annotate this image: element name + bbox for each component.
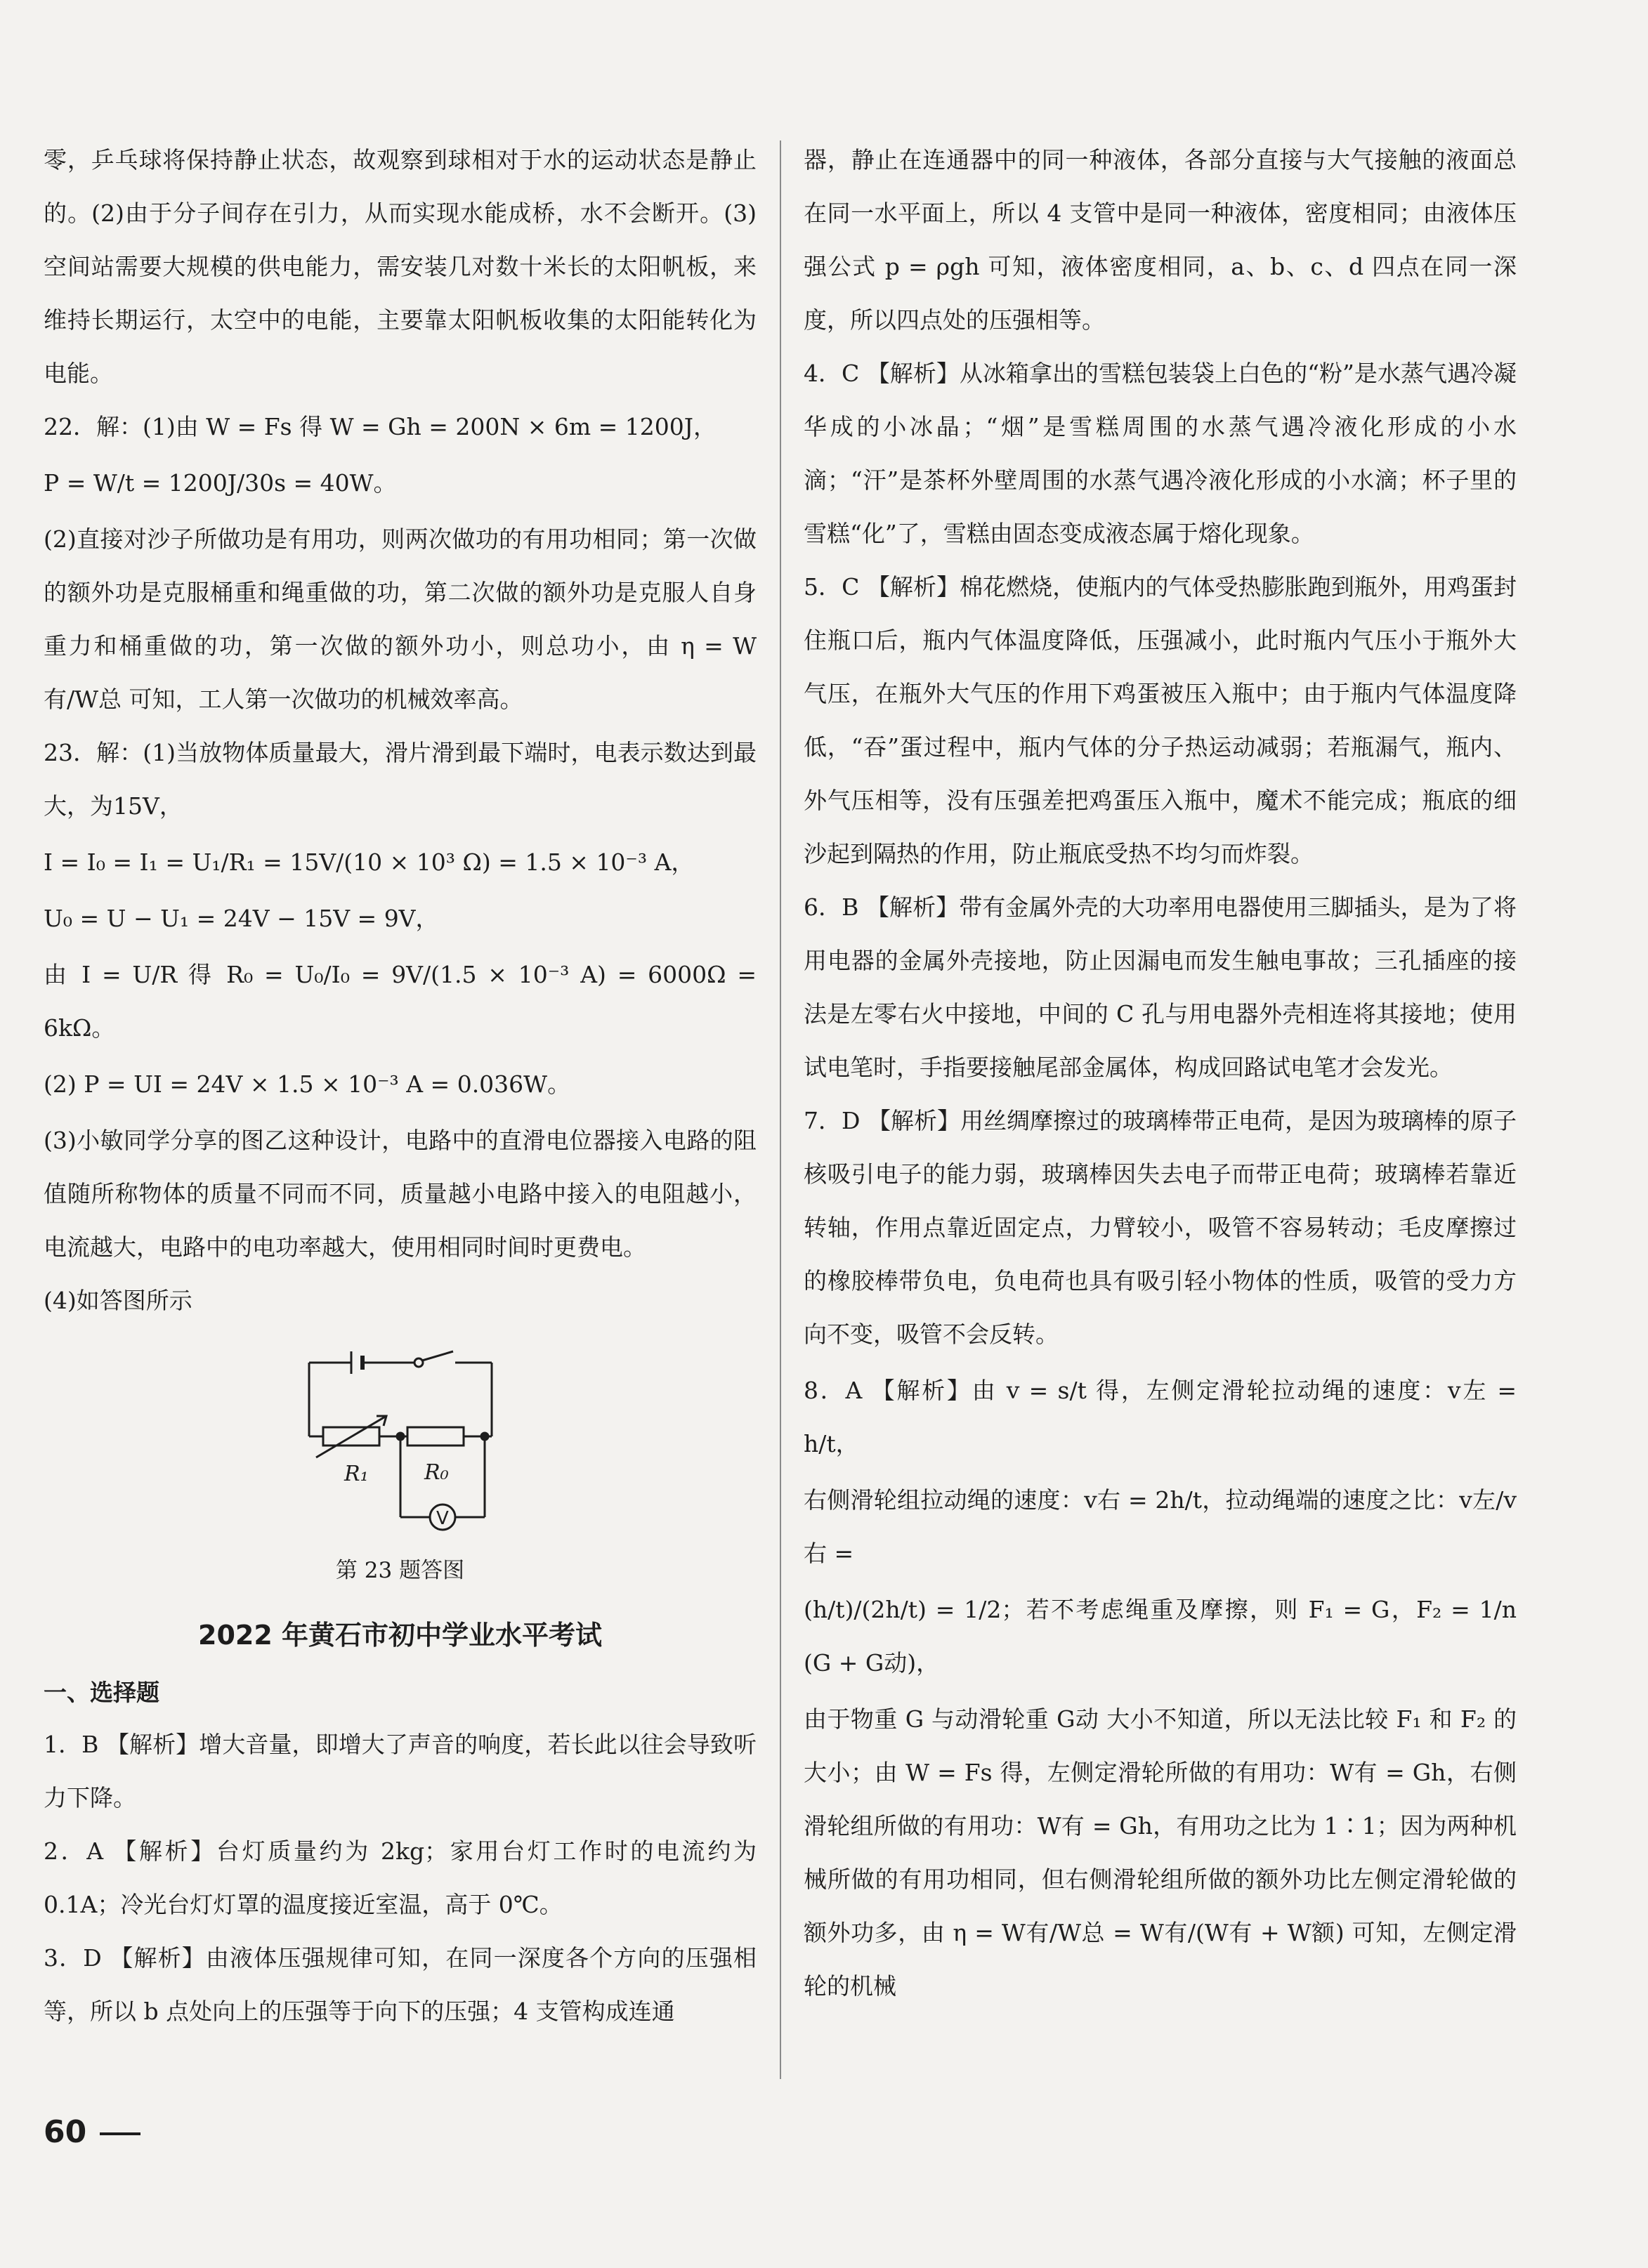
- right-paragraph-1: 器，静止在连通器中的同一种液体，各部分直接与大气接触的液面总在同一水平面上，所以 4 支管中是同一种液体，密度相同；由液体压强公式 p = ρgh 可知，液体密度相同，a、b、c、d 四点在同一深度，所以四点处的压强相等。: [804, 146, 1517, 334]
- q23-part-4: (4)如答图所示: [44, 1287, 192, 1314]
- switch-lever: [422, 1351, 453, 1361]
- answer-2: 2．A 【解析】台灯质量约为 2kg；家用台灯工作时的电流约为 0.1A；冷光台灯灯罩的温度接近室温，高于 0℃。: [44, 1837, 757, 1918]
- answer-8-line-3: (h/t)/(2h/t) = 1/2；若不考虑绳重及摩擦，则 F₁ = G，F₂ = 1/n (G + G动)，: [804, 1596, 1517, 1677]
- q23-part-1: 23．解：(1)当放物体质量最大，滑片滑到最下端时，电表示数达到最大，为15V，: [44, 739, 757, 820]
- answer-8-line-1: 8．A 【解析】由 v = s/t 得，左侧定滑轮拉动绳的速度：v左 = h/t，: [804, 1377, 1517, 1457]
- left-column: [44, 133, 757, 2038]
- column-divider: [780, 140, 781, 2079]
- right-column: [804, 133, 1517, 2013]
- q22-line-1: 22．解：(1)由 W = Fs 得 W = Gh = 200N × 6m = 1200J，: [44, 413, 717, 440]
- switch-pivot: [414, 1358, 423, 1367]
- exam-heading: 2022 年黄石市初中学业水平考试: [198, 1620, 602, 1651]
- answer-6: 6．B 【解析】带有金属外壳的大功率用电器使用三脚插头，是为了将用电器的金属外壳接地，防止因漏电而发生触电事故；三孔插座的接法是左零右火中接地，中间的 C 孔与用电器外壳相连将其接地；使用试电笔时，手指要接触尾部金属体，构成回路试电笔才会发光。: [804, 893, 1517, 1081]
- q23-part-3: (3)小敏同学分享的图乙这种设计，电路中的直滑电位器接入电路的阻值随所称物体的质量不同而不同，质量越小电路中接入的电阻越小，电流越大，电路中的电功率越大，使用相同时间时更费电。: [44, 1127, 757, 1261]
- page-number: 60: [44, 2114, 87, 2150]
- figure-caption: 第 23 题答图: [335, 1558, 465, 1583]
- q23-resistance-formula: 由 I = U/R 得 R₀ = U₀/I₀ = 9V/(1.5 × 10⁻³ A) = 6000Ω = 6kΩ。: [44, 961, 757, 1042]
- answer-7: 7．D 【解析】用丝绸摩擦过的玻璃棒带正电荷，是因为玻璃棒的原子核吸引电子的能力弱，玻璃棒因失去电子而带正电荷；玻璃棒若靠近转轴，作用点靠近固定点，力臂较小，吸管不容易转动；毛皮摩擦过的橡胶棒带负电，负电荷也具有吸引轻小物体的性质，吸管的受力方向不变，吸管不会反转。: [804, 1107, 1517, 1348]
- answer-3: 3．D 【解析】由液体压强规律可知，在同一深度各个方向的压强相等，所以 b 点处向上的压强等于向下的压强；4 支管构成连通: [44, 1944, 757, 2025]
- answer-4: 4．C 【解析】从冰箱拿出的雪糕包装袋上白色的“粉”是水蒸气遇冷凝华成的小冰晶；“烟”是雪糕周围的水蒸气遇冷液化形成的小水滴；“汗”是茶杯外壁周围的水蒸气遇冷液化形成的小水滴；杯子里的雪糕“化”了，雪糕由固态变成液态属于熔化现象。: [804, 360, 1517, 547]
- resistor-r0: [407, 1427, 464, 1446]
- label-r1: R₁: [344, 1462, 369, 1486]
- rheostat-arrow: [316, 1416, 386, 1457]
- q23-current-formula: I = I₀ = I₁ = U₁/R₁ = 15V/(10 × 10³ Ω) = 1.5 × 10⁻³ A，: [44, 848, 695, 876]
- answer-8-continued: 由于物重 G 与动滑轮重 G动 大小不知道，所以无法比较 F₁ 和 F₂ 的大小；由 W = Fs 得，左侧定滑轮所做的有用功：W有 = Gh，右侧滑轮组所做的有用功：W有 = Gh，有用功之比为 1∶1；因为两种机械所做的有用功相同，但右侧滑轮组所做的额外功比左侧定滑轮做的额外功多，由 η = W有/W总 = W有/(W有 + W额) 可知，左侧定滑轮的机械: [804, 1705, 1517, 2000]
- label-r0: R₀: [424, 1460, 449, 1485]
- section-title: 一、选择题: [44, 1679, 159, 1706]
- answer-1: 1．B 【解析】增大音量，即增大了声音的响度，若长此以往会导致听力下降。: [44, 1731, 757, 1811]
- q23-voltage-formula: U₀ = U − U₁ = 24V − 15V = 9V，: [44, 905, 439, 932]
- left-paragraph-1: 零，乒乓球将保持静止状态，故观察到球相对于水的运动状态是静止的。(2)由于分子间存在引力，从而实现水能成桥，水不会断开。(3)空间站需要大规模的供电能力，需安装几对数十米长的太阳帆板，来维持长期运行，太空中的电能，主要靠太阳帆板收集的太阳能转化为电能。: [44, 146, 757, 387]
- page-number-dash: [100, 2132, 140, 2135]
- answer-8-line-2: 右侧滑轮组拉动绳的速度：v右 = 2h/t，拉动绳端的速度之比：v左/v右 =: [804, 1486, 1517, 1567]
- q23-power-formula: (2) P = UI = 24V × 1.5 × 10⁻³ A = 0.036W。: [44, 1070, 571, 1098]
- label-voltmeter: V: [436, 1508, 449, 1529]
- answer-5: 5．C 【解析】棉花燃烧，使瓶内的气体受热膨胀跑到瓶外，用鸡蛋封住瓶口后，瓶内气体温度降低，压强减小，此时瓶内气压小于瓶外大气压，在瓶外大气压的作用下鸡蛋被压入瓶中；由于瓶内气体温度降低，“吞”蛋过程中，瓶内气体的分子热运动减弱；若瓶漏气，瓶内、外气压相等，没有压强差把鸡蛋压入瓶中，魔术不能完成；瓶底的细沙起到隔热的作用，防止瓶底受热不均匀而炸裂。: [804, 573, 1517, 867]
- q22-power-formula: P = W/t = 1200J/30s = 40W。: [44, 469, 397, 497]
- q22-part-2: (2)直接对沙子所做功是有用功，则两次做功的有用功相同；第一次做的额外功是克服桶重和绳重做的功，第二次做的额外功是克服人自身重力和桶重做的功，第一次做的额外功小，则总功小，由 η = W有/W总 可知，工人第一次做功的机械效率高。: [44, 525, 757, 713]
- circuit-diagram: [295, 1349, 506, 1545]
